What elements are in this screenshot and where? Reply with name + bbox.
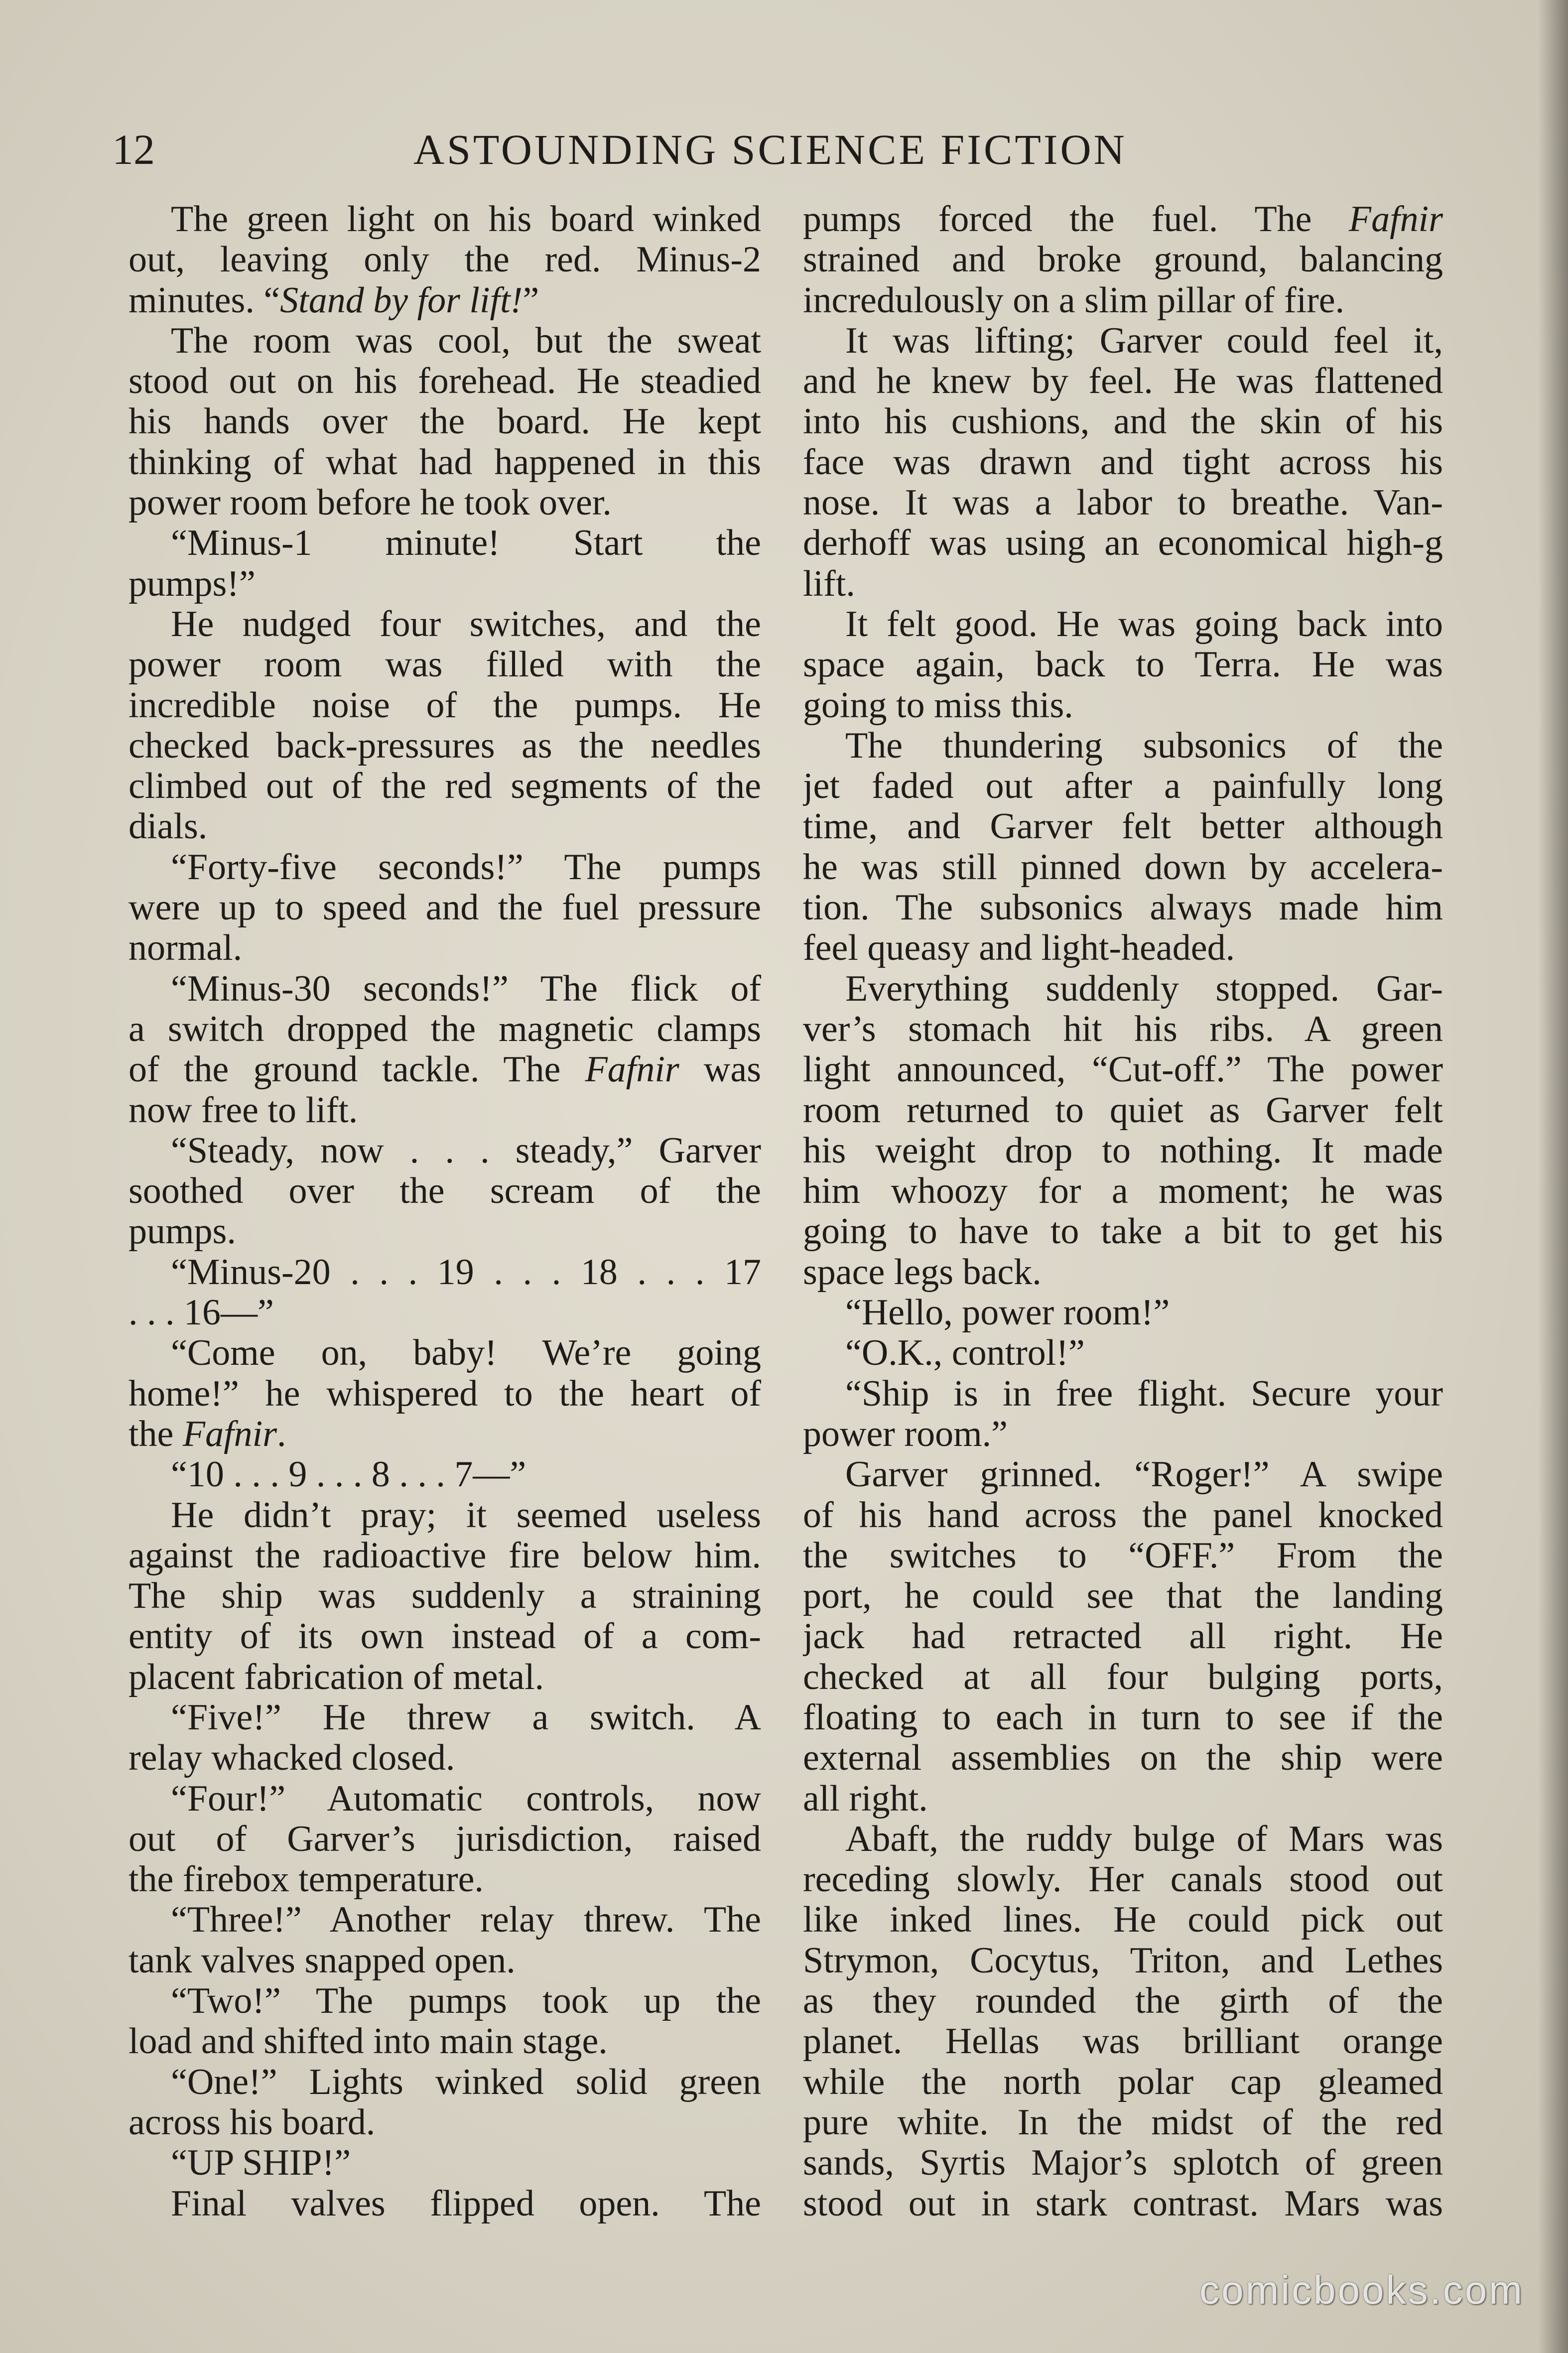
text-line: incredulously on a slim pillar of fire. <box>803 280 1345 321</box>
text-line: Final valves flipped open. The <box>171 2183 761 2224</box>
text-line: out, leaving only the red. Minus-2 <box>129 240 761 280</box>
page-number: 12 <box>112 126 155 173</box>
text-line: across his board. <box>129 2102 376 2143</box>
text-line: light announced, “Cut-off.” The power <box>803 1049 1443 1090</box>
text-line: while the north polar cap gleamed <box>803 2062 1443 2102</box>
text-line: his weight drop to nothing. It made <box>803 1130 1443 1171</box>
text-line: The thundering subsonics of the <box>845 725 1443 766</box>
text-line: derhoff was using an economical high-g <box>803 523 1443 564</box>
text-line: all right. <box>803 1778 928 1819</box>
text-line: entity of its own instead of a com- <box>129 1616 761 1657</box>
text-line: stood out in stark contrast. Mars was <box>803 2183 1443 2224</box>
text-line: stood out on his forehead. He steadied <box>129 361 761 402</box>
text-line: space again, back to Terra. He was <box>803 645 1443 685</box>
text-line: “Four!” Automatic controls, now <box>171 1778 761 1819</box>
text-line: “Minus-1 minute! Start the <box>171 523 761 564</box>
text-line: power room.” <box>803 1414 1008 1454</box>
text-line: receding slowly. Her canals stood out <box>803 1859 1443 1900</box>
text-line: him whoozy for a moment; he was <box>803 1171 1443 1212</box>
text-line: jet faded out after a painfully long <box>803 766 1443 807</box>
text-line: nose. It was a labor to breathe. Van- <box>803 483 1443 523</box>
text-line: minutes. “Stand by for lift!” <box>129 280 539 321</box>
text-line: power room was filled with the <box>129 645 761 685</box>
text-line: “Three!” Another relay threw. The <box>171 1900 761 1941</box>
text-line: pumps!” <box>129 563 256 604</box>
text-line: the firebox temperature. <box>129 1859 484 1900</box>
text-line: “10 . . . 9 . . . 8 . . . 7—” <box>171 1454 526 1495</box>
text-line: . . . 16—” <box>129 1293 274 1333</box>
text-line: of his hand across the panel knocked <box>803 1495 1443 1536</box>
text-line: a switch dropped the magnetic clamps <box>129 1009 761 1049</box>
text-line: jack had retracted all right. He <box>803 1616 1443 1657</box>
text-line: “Five!” He threw a switch. A <box>171 1697 761 1738</box>
text-line: thinking of what had happened in this <box>129 442 761 483</box>
text-line: incredible noise of the pumps. He <box>129 685 761 726</box>
text-line: “Two!” The pumps took up the <box>171 1981 761 2022</box>
text-line: It was lifting; Garver could feel it, <box>845 320 1443 361</box>
text-line: The green light on his board winked <box>171 199 761 240</box>
text-line: checked at all four bulging ports, <box>803 1657 1443 1698</box>
text-line: out of Garver’s jurisdiction, raised <box>129 1819 761 1859</box>
text-line: face was drawn and tight across his <box>803 442 1443 483</box>
text-line: going to have to take a bit to get his <box>803 1211 1443 1252</box>
text-line: climbed out of the red segments of the <box>129 766 761 807</box>
text-line: The room was cool, but the sweat <box>171 320 761 361</box>
text-line: He nudged four switches, and the <box>171 604 761 645</box>
text-line: into his cushions, and the skin of his <box>803 401 1443 442</box>
right-text-column <box>803 199 1443 2224</box>
text-line: power room before he took over. <box>129 483 612 523</box>
text-line: sands, Syrtis Major’s splotch of green <box>803 2143 1443 2184</box>
text-line: home!” he whispered to the heart of <box>129 1373 761 1414</box>
text-line: ver’s stomach hit his ribs. A green <box>803 1009 1443 1049</box>
text-line: “Minus-30 seconds!” The flick of <box>171 968 761 1009</box>
text-line: feel queasy and light-headed. <box>803 928 1235 969</box>
text-line: Strymon, Cocytus, Triton, and Lethes <box>803 1940 1443 1981</box>
text-line: “Forty-five seconds!” The pumps <box>171 847 761 888</box>
text-line: “Hello, power room!” <box>845 1293 1170 1333</box>
text-line: “Steady, now . . . steady,” Garver <box>171 1130 761 1171</box>
text-line: “Come on, baby! We’re going <box>171 1333 761 1374</box>
text-line: placent fabrication of metal. <box>129 1657 544 1698</box>
text-line: port, he could see that the landing <box>803 1576 1443 1617</box>
text-line: the Fafnir. <box>129 1414 286 1454</box>
text-line: room returned to quiet as Garver felt <box>803 1090 1443 1131</box>
running-title: ASTOUNDING SCIENCE FICTION <box>413 126 1127 173</box>
text-line: strained and broke ground, balancing <box>803 240 1443 280</box>
page-edge-shadow <box>1538 0 1568 2353</box>
text-line: pumps forced the fuel. The Fafnir <box>803 199 1443 240</box>
text-line: tion. The subsonics always made him <box>803 888 1443 928</box>
text-line: Everything suddenly stopped. Gar- <box>845 968 1443 1009</box>
text-line: pumps. <box>129 1211 236 1252</box>
text-line: now free to lift. <box>129 1090 358 1131</box>
text-line: soothed over the scream of the <box>129 1171 761 1212</box>
text-line: like inked lines. He could pick out <box>803 1900 1443 1941</box>
text-line: the switches to “OFF.” From the <box>803 1535 1443 1576</box>
text-line: He didn’t pray; it seemed useless <box>171 1495 761 1536</box>
site-watermark: comicbooks.com <box>1199 2268 1524 2312</box>
text-line: normal. <box>129 928 243 969</box>
text-line: external assemblies on the ship were <box>803 1738 1443 1779</box>
text-line: tank valves snapped open. <box>129 1940 516 1981</box>
text-line: “One!” Lights winked solid green <box>171 2062 761 2102</box>
text-line: “UP SHIP!” <box>171 2143 351 2184</box>
text-line: Garver grinned. “Roger!” A swipe <box>845 1454 1443 1495</box>
text-line: against the radioactive fire below him. <box>129 1535 761 1576</box>
text-line: dials. <box>129 806 208 847</box>
text-line: as they rounded the girth of the <box>803 1981 1443 2022</box>
text-line: pure white. In the midst of the red <box>803 2102 1443 2143</box>
text-line: his hands over the board. He kept <box>129 401 761 442</box>
text-line: Abaft, the ruddy bulge of Mars was <box>845 1819 1443 1859</box>
text-line: checked back-pressures as the needles <box>129 725 761 766</box>
text-line: relay whacked closed. <box>129 1738 455 1779</box>
text-line: “O.K., control!” <box>845 1333 1085 1374</box>
left-text-column <box>129 199 761 2224</box>
text-line: planet. Hellas was brilliant orange <box>803 2021 1443 2062</box>
text-line: floating to each in turn to see if the <box>803 1697 1443 1738</box>
text-line: of the ground tackle. The Fafnir was <box>129 1049 761 1090</box>
text-line: load and shifted into main stage. <box>129 2021 608 2062</box>
text-line: time, and Garver felt better although <box>803 806 1443 847</box>
text-line: were up to speed and the fuel pressure <box>129 888 761 928</box>
text-line: going to miss this. <box>803 685 1073 726</box>
text-line: lift. <box>803 563 855 604</box>
text-line: “Ship is in free flight. Secure your <box>845 1373 1443 1414</box>
text-line: space legs back. <box>803 1252 1042 1293</box>
text-line: “Minus-20 . . . 19 . . . 18 . . . 17 <box>171 1252 761 1293</box>
text-line: The ship was suddenly a straining <box>129 1576 761 1617</box>
text-line: and he knew by feel. He was flattened <box>803 361 1443 402</box>
text-line: he was still pinned down by accelera- <box>803 847 1443 888</box>
text-line: It felt good. He was going back into <box>845 604 1443 645</box>
